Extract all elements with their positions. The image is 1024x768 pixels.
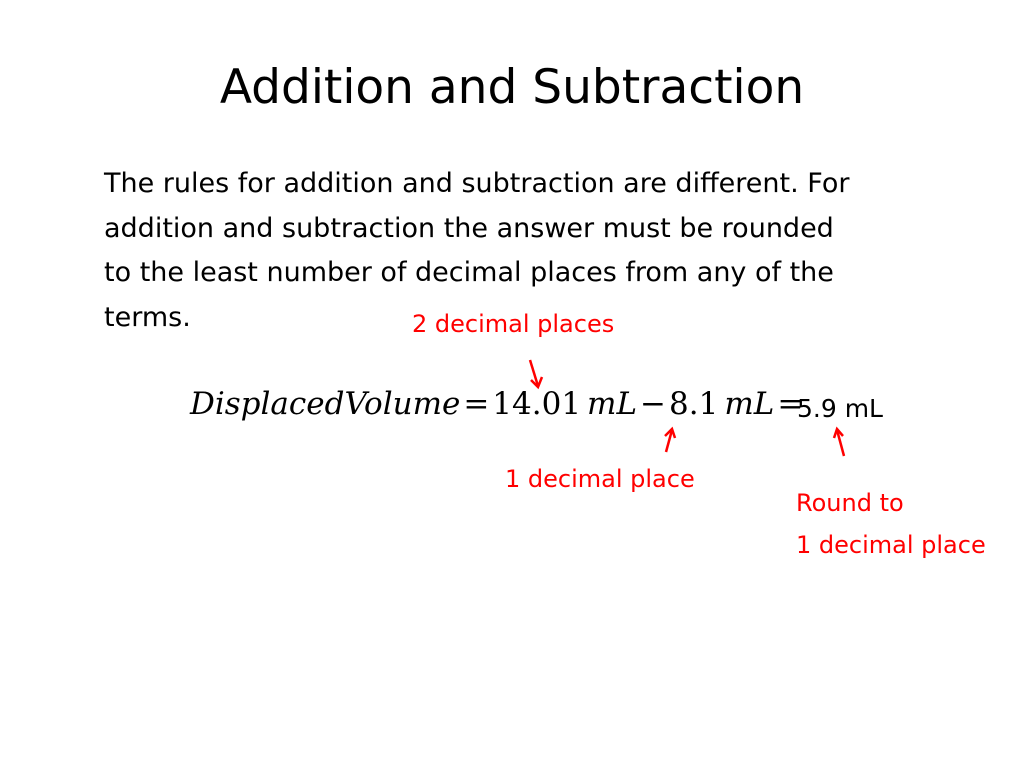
body-line: The rules for addition and subtraction are different. For [104, 168, 850, 199]
body-line: to the least number of decimal places from any of the [104, 257, 834, 288]
displaced-volume-equation [190, 386, 806, 422]
up-arrow-icon [660, 426, 680, 454]
equation-unit-1: mL [587, 386, 638, 422]
equation-term-displaced: Displaced [190, 386, 345, 422]
body-line: terms. [104, 301, 191, 333]
round-decimal-place-label: 1 decimal place [796, 531, 986, 559]
answer-value: 5.9 mL [797, 394, 883, 423]
equation-unit-2: mL [724, 386, 775, 422]
one-decimal-place-label: 1 decimal place [505, 465, 695, 493]
equation-equals: = [463, 386, 490, 422]
two-decimal-places-label: 2 decimal places [412, 310, 615, 338]
equation-minus: − [640, 386, 667, 422]
slide-title: Addition and Subtraction [219, 60, 805, 115]
equation-term-volume: Volume [344, 386, 461, 422]
up-arrow-icon [830, 426, 850, 458]
body-line: addition and subtraction the answer must be rounded [104, 212, 834, 244]
equation-trailing-equals: = [777, 386, 804, 422]
equation-value-2: 8.1 [669, 386, 719, 422]
round-to-label: Round to [796, 489, 904, 517]
equation-value-1: 14.01 [492, 386, 582, 422]
